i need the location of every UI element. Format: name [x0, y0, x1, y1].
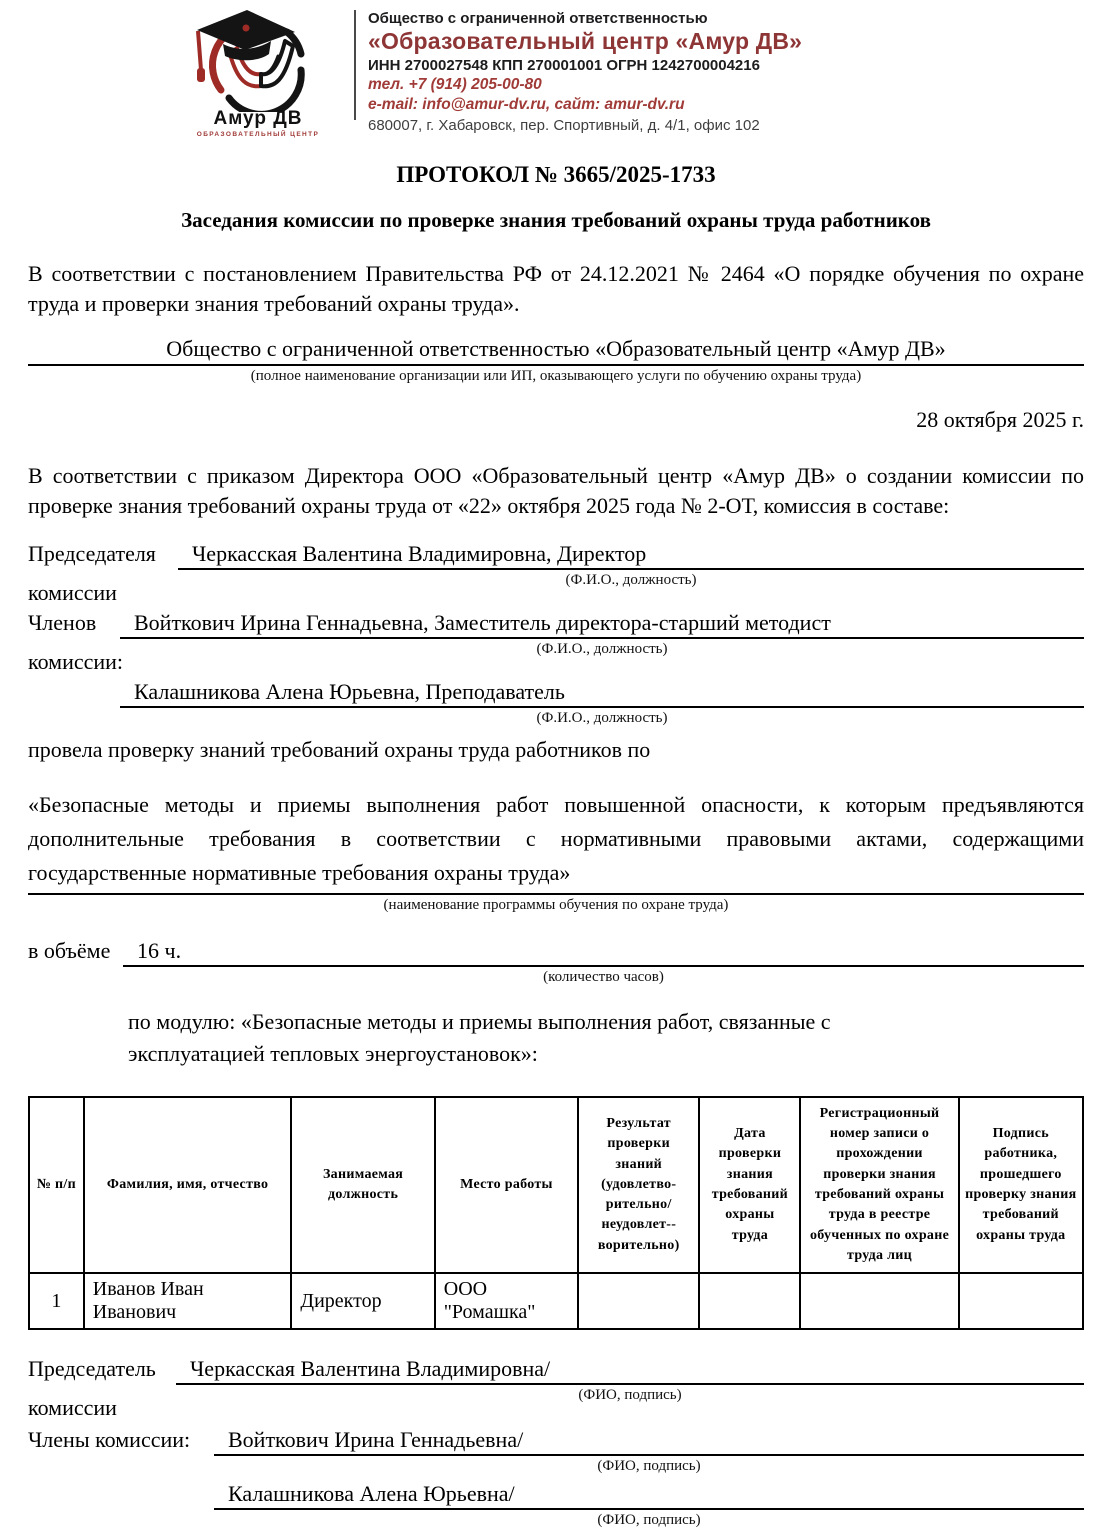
commission-member1-field	[120, 610, 1084, 658]
commission-section	[28, 541, 1084, 727]
letterhead-divider	[354, 10, 356, 120]
results-table	[28, 1096, 1084, 1330]
logo-tagline: ОБРАЗОВАТЕЛЬНЫЙ ЦЕНТР	[196, 131, 320, 138]
commission-chairman-label-line1: Председателя	[28, 541, 156, 567]
org-email-site: e-mail: info@amur-dv.ru, сайт: amur-dv.ru	[368, 96, 685, 113]
org-requisites: ИНН 2700027548 КПП 270001001 ОГРН 1242700004216	[368, 57, 760, 74]
org-address: 680007, г. Хабаровск, пер. Спортивный, д. 4/1, офис 102	[368, 117, 760, 134]
signature-members-label: Члены комиссии:	[28, 1427, 191, 1453]
commission-member1-row	[28, 610, 1084, 675]
commission-chairman-label-line2: комиссии	[28, 580, 117, 606]
col-header-name: Фамилия, имя, отчество	[84, 1097, 292, 1273]
signature-member1-field	[214, 1427, 1084, 1475]
conducted-line: провела проверку знаний требований охраны труда работников по	[28, 737, 651, 763]
signature-chairman-value: Черкасская Валентина Владимировна/	[176, 1356, 1084, 1385]
commission-chairman-field	[178, 541, 1084, 589]
volume-label: в объёме	[28, 938, 111, 964]
signature-chairman-row	[28, 1356, 1084, 1421]
volume-value: 16 ч.	[123, 938, 1084, 967]
volume-row	[28, 938, 1084, 986]
document-subtitle: Заседания комиссии по проверке знания требований охраны труда работников	[181, 208, 931, 232]
signature-member1-row	[28, 1427, 1084, 1475]
fio-signature-caption: (ФИО, подпись)	[578, 1387, 682, 1404]
cell-date	[699, 1273, 800, 1329]
volume-field	[123, 938, 1084, 986]
commission-member2-field	[120, 679, 1084, 727]
signature-member1-value: Войткович Ирина Геннадьевна/	[214, 1427, 1084, 1456]
document-date: 28 октября 2025 г.	[916, 406, 1084, 432]
signature-member2-row	[28, 1481, 1084, 1529]
commission-member1-value: Войткович Ирина Геннадьевна, Заместитель директора-старший методист	[120, 610, 1084, 639]
signature-chairman-label-line2: комиссии	[28, 1395, 117, 1421]
commission-members-label	[28, 610, 124, 675]
logo-name: Амур ДВ	[213, 108, 303, 129]
table-header-row	[29, 1097, 1083, 1273]
cell-number: 1	[29, 1273, 84, 1329]
commission-chairman-row	[28, 541, 1084, 606]
program-field	[28, 788, 1084, 914]
cell-workplace: ООО "Ромашка"	[435, 1273, 578, 1329]
module-line: по модулю: «Безопасные методы и приемы выполнения работ, связанные с эксплуатацией тепловых энергоустановок»:	[128, 1009, 831, 1066]
letterhead	[178, 8, 1084, 140]
fio-position-caption: (Ф.И.О., должность)	[536, 710, 668, 727]
document-title: ПРОТОКОЛ № 3665/2025-1733	[396, 162, 716, 187]
cell-signature	[959, 1273, 1083, 1329]
col-header-date: Дата проверки знания требований охраны труда	[699, 1097, 800, 1273]
program-caption: (наименование программы обучения по охране труда)	[383, 897, 729, 914]
table-row	[29, 1273, 1083, 1329]
commission-member2-row	[28, 679, 1084, 727]
org-type: Общество с ограниченной ответственностью	[368, 10, 708, 27]
commission-chairman-value: Черкасская Валентина Владимировна, Директор	[178, 541, 1084, 570]
org-phone: тел. +7 (914) 205-00-80	[368, 76, 542, 93]
fio-signature-caption: (ФИО, подпись)	[597, 1458, 701, 1475]
commission-chairman-label	[28, 541, 178, 606]
signature-member2-field	[214, 1481, 1084, 1529]
col-header-workplace: Место работы	[435, 1097, 578, 1273]
col-header-signature: Подпись работника, прошедшего проверку знания требований охраны труда	[959, 1097, 1083, 1273]
col-header-registry-number: Регистрационный номер записи о прохождении проверки знания требований охраны труда в реестре обученных по охране труда лиц	[800, 1097, 958, 1273]
fio-position-caption: (Ф.И.О., должность)	[565, 572, 697, 589]
program-value: «Безопасные методы и приемы выполнения работ повышенной опасности, к которым предъявляются дополнительные требования в соответствии с нормативными правовыми актами, содержащими государственные нормативные требования охраны труда»	[28, 788, 1084, 895]
commission-members-label-line2: комиссии:	[28, 649, 124, 675]
logo-graphic	[183, 8, 333, 112]
signature-chairman-field	[176, 1356, 1084, 1404]
signatures-section	[28, 1356, 1084, 1529]
cell-position: Директор	[291, 1273, 434, 1329]
org-name: «Образовательный центр «Амур ДВ»	[368, 28, 803, 54]
cell-result	[578, 1273, 699, 1329]
cell-name: Иванов Иван Иванович	[84, 1273, 292, 1329]
signature-member2-value: Калашникова Алена Юрьевна/	[214, 1481, 1084, 1510]
letterhead-info	[368, 8, 802, 134]
fio-signature-caption: (ФИО, подпись)	[597, 1512, 701, 1529]
organization-field	[28, 336, 1084, 385]
commission-members-label-line1: Членов	[28, 610, 97, 636]
cell-registry-number	[800, 1273, 958, 1329]
fio-position-caption: (Ф.И.О., должность)	[536, 641, 668, 658]
logo	[178, 8, 338, 138]
col-header-result: Результат проверки знаний (удовлетво-рительно/ неудовлет-ворительно)	[578, 1097, 699, 1273]
signature-chairman-label-line1: Председатель	[28, 1356, 156, 1382]
volume-caption: (количество часов)	[543, 969, 664, 986]
organization-caption: (полное наименование организации или ИП, оказывающего услуги по обучению охраны труда)	[250, 367, 862, 384]
intro-paragraph: В соответствии с постановлением Правительства РФ от 24.12.2021 № 2464 «О порядке обучения по охране труда и проверки знания требований охраны труда».	[28, 261, 1084, 317]
commission-member2-value: Калашникова Алена Юрьевна, Преподаватель	[120, 679, 1084, 708]
col-header-position: Занимаемая должность	[291, 1097, 434, 1273]
signature-chairman-label	[28, 1356, 176, 1421]
col-header-number: № п/п	[29, 1097, 84, 1273]
organization-value: Общество с ограниченной ответственностью «Образовательный центр «Амур ДВ»	[28, 336, 1084, 366]
order-paragraph: В соответствии с приказом Директора ООО «Образовательный центр «Амур ДВ» о создании комиссии по проверке знания требований охраны труда от «22» октября 2025 года № 2-ОТ, комиссия в составе:	[28, 462, 1084, 519]
